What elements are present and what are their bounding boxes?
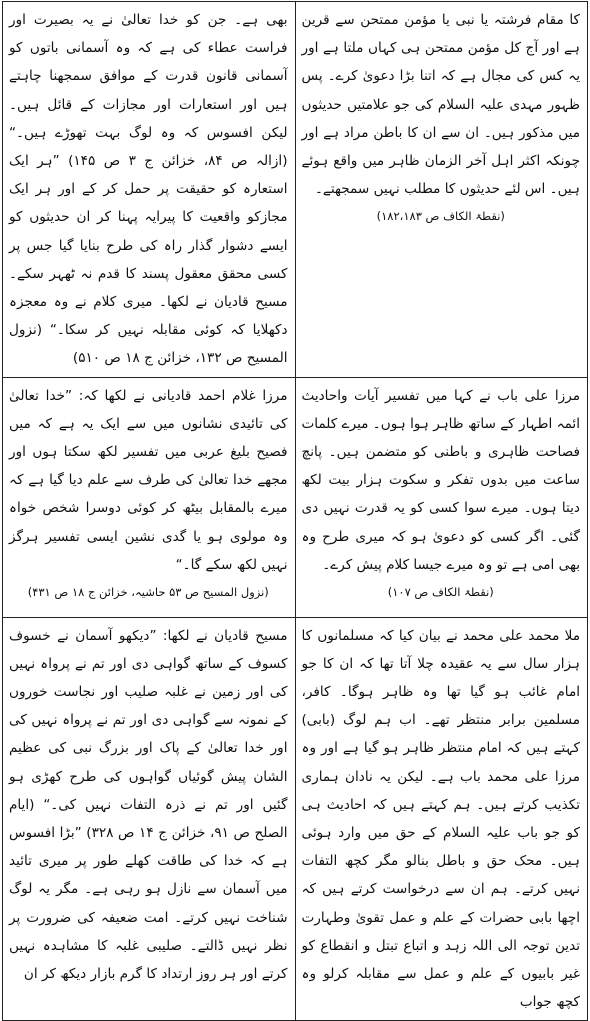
table-row: [3, 2, 588, 378]
citation: (نزول المسیح ص ۵۳ حاشیہ، خزائن ج ۱۸ ص ۴۳۱): [27, 585, 269, 600]
right-column-cell: [295, 377, 588, 617]
cell-text: مرزا علی باب نے کہا میں تفسیر آیات واحادیث ائمہ اطہار کے ساتھ ظاہر ہوا ہوں۔ میرے کلمات فصاحت ظاہری و باطنی کو متضمن ہیں۔ پانچ ساعت میں بدوں تفکر و سکوت ہزار بیت لکھ دیتا ہوں۔ میرے سوا کسی کو یہ قدرت نہیں دی گئی۔ اگر کسی کو دعویٰ ہو کہ میری طرح وہ بھی امی ہے تو وہ میرے جیسا کلام پیش کرے۔: [301, 387, 580, 573]
table-row: [3, 377, 588, 617]
right-column-cell: [295, 617, 588, 1021]
cell-text: مرزا غلام احمد قادیانی نے لکھا کہ: ”خدا تعالیٰ کی تائیدی نشانوں میں سے ایک یہ ہے کہ میں فصیح بلیغ عربی میں تفسیر لکھ سکتا ہوں اور مجھے خدا تعالیٰ کی طرف سے علم دیا گیا ہے کہ میرے بالمقابل بیٹھ کر کوئی دوسرا شخص خواہ وہ مولوی ہو یا گدی نشین ایسی تفسیر ہرگز نہیں لکھ سکے گا۔“: [9, 387, 288, 573]
citation: (نقطۃ الکاف ص ۱۰۷): [387, 585, 494, 600]
cell-text: ملا محمد علی محمد نے بیان کیا کہ مسلمانوں کا ہزار سال سے یہ عقیدہ چلا آتا تھا کہ ان کا جو امام غائب ہو گیا تھا وہ ظاہر ہوگا۔ کافر، مسلمین برابر منتظر تھے۔ اب ہم لوگ (بابی) کہتے ہیں کہ امام منتظر ظاہر ہو گیا ہے اور وہ مرزا علی محمد باب ہے۔ لیکن یہ نادان ہماری تکذیب کرتے ہیں۔ ہم کہتے ہیں کہ احادیث ہی کو جو باب علیہ السلام کے حق میں وارد ہوئی ہیں۔ محک حق و باطل بنالو مگر کچھ التفات نہیں کرتے۔ ہم ان سے درخواست کرتے ہیں کہ اچھا بابی حضرات کے علم و عمل تقویٰ وطہارت تدین توجہ الی اللہ زہد و اتباع تبتل و انقطاع کو غیر بابیوں کے علم و عمل سے مقابلہ کرلو وہ کچھ جواب: [301, 627, 580, 1011]
left-column-cell: [3, 377, 296, 617]
comparison-table: [2, 1, 588, 1021]
cell-text: کا مقام فرشتہ یا نبی یا مؤمن ممتحن سے قرین ہے اور آج کل مؤمن ممتحن ہی کہاں ملتا ہے اور یہ کس کی مجال ہے کہ اتنا بڑا دعویٰ کرے۔ پس ظہور مہدی علیہ السلام کی جو علامتیں حدیثوں میں مذکور ہیں۔ ان سے ان کا باطن مراد ہے اور چونکہ اکثر اہل آخر الزمان ظاہر میں واقع ہوئے ہیں۔ اس لئے حدیثوں کا مطلب نہیں سمجھتے۔: [301, 12, 580, 198]
right-column-cell: [295, 2, 588, 378]
left-column-cell: [3, 617, 296, 1021]
cell-text: بھی ہے۔ جن کو خدا تعالیٰ نے یہ بصیرت اور فراست عطاء کی ہے کہ وہ آسمانی باتوں کو آسمانی قانون قدرت کے موافق سمجھنا چاہتے ہیں اور استعارات اور مجازات کے قائل ہیں۔ لیکن افسوس کہ وہ لوگ بہت تھوڑے ہیں۔“ (ازالہ ص ۸۴، خزائن ج ۳ ص ۱۴۵) ”ہر ایک استعارہ کو حقیقت پر حمل کر کے اور ہر ایک مجازکو واقعیت کا پیرایہ پہنا کر ان حدیثوں کو ایسے دشوار گذار راہ کی طرح بنایا گیا جس پر کسی محقق معقول پسند کا قدم نہ ٹھہر سکے۔ مسیح قادیان نے لکھا۔ میری کلام نے وہ معجزہ دکھلایا کہ کوئی مقابلہ نہیں کر سکا۔“ (نزول المسیح ص ۱۳۲، خزائن ج ۱۸ ص ۵۱۰): [9, 12, 288, 367]
table-row: [3, 617, 588, 1021]
cell-text: مسیح قادیان نے لکھا: ”دیکھو آسمان نے خسوف کسوف کے ساتھ گواہی دی اور تم نے پرواہ نہیں کی اور زمین نے غلبہ صلیب اور نجاست خوروں کے نمونہ سے گواہی دی اور تم نے پرواہ نہیں کی اور خدا تعالیٰ کے پاک اور بزرگ نبی کی عظیم الشان پیش گوئیاں گواہوں کی طرح کھڑی ہو گئیں اور تم نے ذرہ التفات نہیں کی۔“ (ایام الصلح ص ۹۱، خزائن ج ۱۴ ص ۳۲۸) ”بڑا افسوس ہے کہ خدا کی طاقت کھلے طور پر میری تائید میں آسمان سے نازل ہو رہی ہے۔ مگر یہ لوگ شناخت نہیں کرتے۔ امت ضعیفہ کی ضرورت پر نظر نہیں ڈالتے۔ صلیبی غلبہ کا مشاہدہ نہیں کرتے اور ہر روز ارتداد کا گرم بازار دیکھ کر ان: [9, 627, 288, 983]
citation: (نقطۃ الکاف ص ۱۸۲،۱۸۳): [376, 209, 505, 224]
page: [0, 1, 590, 1011]
left-column-cell: [3, 2, 296, 378]
